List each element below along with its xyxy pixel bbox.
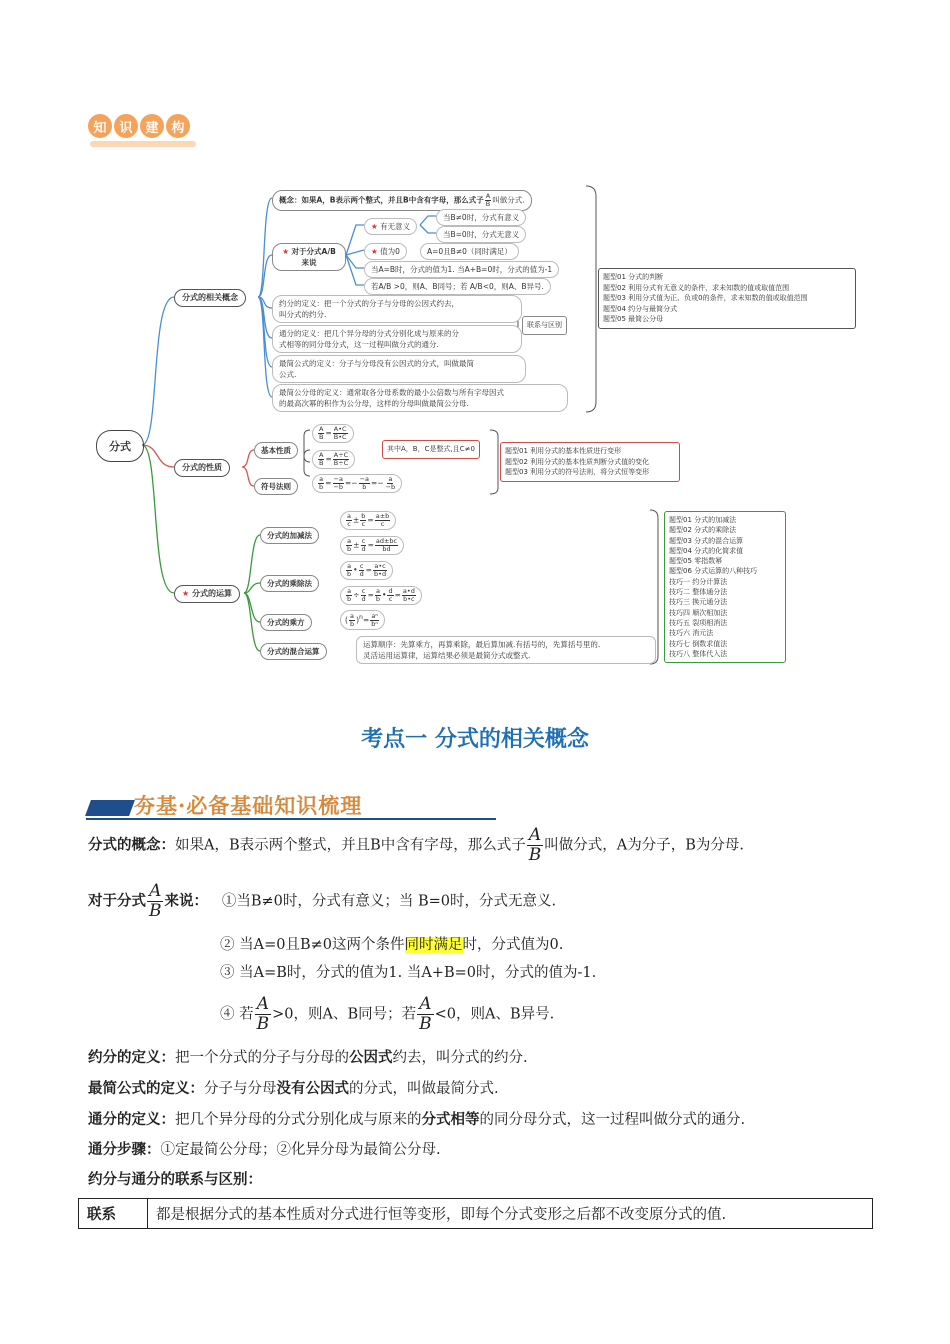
common-text-b: 分式相等 <box>421 1112 480 1128</box>
type-item: 题型04 约分与最简分式 <box>603 304 678 313</box>
table-value: 都是根据分式的基本性质对分式进行恒等变形，即每个分式变形之后都不改变原分式的值. <box>148 1199 873 1229</box>
sign-rule-node: 符号法则 <box>254 478 298 495</box>
common-line-1: 通分的定义：把几个异分母的分式分别化成与原来的分 <box>279 329 459 338</box>
concept-fraction <box>485 193 491 208</box>
concept-text: 概念：如果A，B表示两个整式，并且B中含有字母，那么式子 <box>279 195 484 205</box>
type-item: 题型02 利用分式的基本性质判断分式值的变化 <box>505 457 650 466</box>
fraction-a-over-b: $\frac{A}{B}$ <box>419 994 432 1034</box>
for-label-2: 来说： <box>164 893 208 910</box>
item-4-text-a: ④ 若 <box>220 1006 254 1023</box>
branch-operations-label: 分式的运算 <box>191 589 232 598</box>
type-item: 技巧六 消元法 <box>669 629 714 638</box>
reduce-paragraph <box>88 1048 528 1068</box>
type-item: 题型01 利用分式的基本性质进行变形 <box>505 447 622 455</box>
simplest-text-a: 分子与分母 <box>204 1081 277 1097</box>
b3-types-box <box>664 511 786 663</box>
for-fraction-node <box>272 243 346 271</box>
link-diff-box: 联系与区别 <box>522 316 567 335</box>
add-formula-1: $\frac{a}{c}$ ± $\frac{b}{c}$ = $\frac{a\pm b}{c}$ <box>340 511 396 530</box>
common-line-2: 式相等的同分母分式，这一过程叫做分式的通分. <box>279 340 439 349</box>
common-paragraph <box>88 1110 745 1130</box>
relation-label: 约分与通分的联系与区别： <box>88 1172 262 1188</box>
reduce-text-a: 把一个分式的分子与分母的 <box>175 1050 349 1066</box>
add-formula-2: $\frac{a}{b}$ ± $\frac{c}{d}$ = $\frac{ad\pm bc}{bd}$ <box>340 536 404 555</box>
for-fraction-paragraph <box>88 882 556 921</box>
branch-properties: 分式的性质 <box>174 459 230 477</box>
branch-operations <box>174 585 240 603</box>
badge-char: 识 <box>114 114 138 138</box>
meaningful-cond-1: 当B≠0时，分式有意义 <box>436 209 526 226</box>
branch-related-concepts: 分式的相关概念 <box>174 289 246 307</box>
add-node: 分式的加减法 <box>260 527 319 544</box>
relation-heading <box>88 1170 262 1190</box>
reduce-line-1: 约分的定义：把一个分式的分子与分母的公因式约去， <box>279 299 459 308</box>
steps-paragraph <box>88 1140 441 1160</box>
type-item: 题型03 分式的混合运算 <box>669 536 744 545</box>
relation-table <box>78 1198 873 1229</box>
item-4-text-b: >0，则A、B同号；若 <box>272 1006 417 1023</box>
mindmap-center: 分式 <box>96 430 144 462</box>
concept-paragraph <box>88 826 744 865</box>
type-item: 题型01 分式的加减法 <box>669 516 737 524</box>
type-item: 题型04 分式的化简求值 <box>669 546 744 555</box>
type-item: 技巧七 倒数求值法 <box>669 639 728 648</box>
type-item: 题型06 分式运算的八种技巧 <box>669 567 758 576</box>
mul-node: 分式的乘除法 <box>260 575 319 592</box>
note-box: 其中A，B，C是整式,且C≠0 <box>382 440 480 459</box>
page-title: 考点一 分式的相关概念 <box>361 727 589 752</box>
pow-node: 分式的乘方 <box>260 614 312 631</box>
value-one-node: 当A=B时，分式的值为1. 当A+B=0时，分式的值为-1 <box>364 261 559 278</box>
fraction-a-over-b: $\frac{A}{B}$ <box>149 881 162 921</box>
simplest-label: 最简公式的定义： <box>88 1081 204 1097</box>
item-2-text-b: 时，分式值为0. <box>462 937 564 953</box>
basic-property-node: 基本性质 <box>254 442 298 459</box>
table-row <box>79 1199 873 1229</box>
meaningful-node <box>364 218 417 235</box>
item-4 <box>220 995 554 1034</box>
reduce-text-c: 约去，叫分式的约分. <box>392 1050 528 1066</box>
frac-num: A <box>485 192 491 200</box>
section-title: 夯基·必备基础知识梳理 <box>134 793 363 818</box>
concept-text: 如果A，B表示两个整式，并且B中含有字母，那么式子 <box>175 837 526 854</box>
simplest-node <box>272 355 526 383</box>
for-label-1: 对于分式 <box>88 893 146 910</box>
section-underline <box>86 818 496 820</box>
star-icon: ★ <box>371 222 378 231</box>
mul-formula-2: $\frac{a}{b}$ ÷ $\frac{c}{d}$ = $\frac{a}{b}$ • $\frac{d}{c}$ = $\frac{a•d}{b•c}$ <box>340 586 422 605</box>
common-node <box>272 325 522 353</box>
badge-char: 构 <box>166 114 190 138</box>
item-1: ①当B≠0时，分式有意义；当 B=0时，分式无意义. <box>221 893 557 910</box>
type-item: 技巧五 裂项相消法 <box>669 618 728 627</box>
pow-formula: ( $\frac{a}{b}$ )$^n$= $\frac{\text{aⁿ}}{\text{bⁿ}}$ <box>340 610 385 630</box>
type-item: 题型01 分式的判断 <box>603 273 664 281</box>
type-item: 题型03 利用分式值为正、负或0的条件，求未知数的值或取值范围 <box>603 294 808 302</box>
for-label: 对于分式A/B来说 <box>291 247 336 267</box>
order-node <box>356 636 656 664</box>
type-item: 题型05 零指数幂 <box>669 557 723 566</box>
reduce-node <box>272 295 522 323</box>
frac-den: B <box>485 200 491 208</box>
lcd-node <box>272 384 568 412</box>
order-line-1: 运算顺序：先算乘方，再算乘除，最后算加减.有括号的，先算括号里的. <box>363 640 601 649</box>
basic-formula-2: $\frac{A}{B}$ = $\frac{A\div C}{B\div C}$ <box>312 450 355 469</box>
b1-types-box <box>598 268 856 329</box>
b2-types-box <box>500 442 680 482</box>
item-2-text-a: ② 当A=0且B≠0这两个条件 <box>220 937 405 953</box>
mix-node: 分式的混合运算 <box>260 643 327 660</box>
concept-tail: 叫做分式. <box>492 195 525 205</box>
lcd-line-1: 最简公分母的定义：通常取各分母系数的最小公倍数与所有字母因式 <box>279 388 504 397</box>
common-text-a: 把几个异分母的分式分别化成与原来的 <box>175 1112 422 1128</box>
basic-formula-1: $\frac{A}{B}$ = $\frac{A•C}{B•C}$ <box>312 424 354 443</box>
table-key: 联系 <box>79 1199 148 1229</box>
fraction-a-over-b: $\frac{A}{B}$ <box>528 825 542 865</box>
type-item: 题型02 分式的乘除法 <box>669 526 737 535</box>
highlight-simultaneous: 同时满足 <box>404 937 463 953</box>
simplest-text-b: 没有公因式 <box>276 1081 349 1097</box>
type-item: 技巧八 整体代入法 <box>669 649 728 658</box>
simplest-paragraph <box>88 1079 499 1099</box>
simplest-text-c: 的分式，叫做最简分式. <box>349 1081 499 1097</box>
badge-char: 知 <box>88 114 112 138</box>
reduce-label: 约分的定义： <box>88 1050 175 1066</box>
steps-text: ①定最简公分母；②化异分母为最简公分母. <box>160 1142 441 1158</box>
type-item: 题型03 利用分式的符号法则，将分式恒等变形 <box>505 468 650 476</box>
zero-node <box>364 243 407 260</box>
star-icon: ★ <box>182 589 190 598</box>
sign-rule-formula: $\frac{a}{b}$ = $\frac{-a}{-b}$ =− $\frac{-a}{b}$ =− $\frac{a}{-b}$ <box>312 474 402 493</box>
fraction-a-over-b: $\frac{A}{B}$ <box>256 994 270 1034</box>
type-item: 技巧一 约分计算法 <box>669 577 728 586</box>
star-icon: ★ <box>371 247 378 256</box>
section-bar <box>85 800 135 816</box>
item-2 <box>220 935 563 955</box>
reduce-text-b: 公因式 <box>349 1050 393 1066</box>
simplest-line-2: 公式. <box>279 370 297 379</box>
badge-char: 建 <box>140 114 164 138</box>
common-text-c: 的同分母分式，这一过程叫做分式的通分. <box>479 1112 746 1128</box>
simplest-line-1: 最简公式的定义：分子与分母没有公因式的分式，叫做最简 <box>279 359 474 368</box>
item-3: ③ 当A=B时，分式的值为1. 当A+B=0时，分式的值为-1. <box>220 965 597 981</box>
type-item: 题型02 利用分式有无意义的条件，求未知数的值或取值范围 <box>603 283 790 292</box>
order-line-2: 灵活运用运算律，运算结果必须是最简分式或整式. <box>363 651 531 660</box>
concept-node <box>272 190 532 211</box>
type-item: 技巧二 整体通分法 <box>669 588 728 597</box>
type-item: 题型05 最简公分母 <box>603 315 664 323</box>
zero-label: 值为0 <box>380 247 400 256</box>
steps-label: 通分步骤： <box>88 1142 161 1158</box>
concept-label: 分式的概念： <box>88 837 175 854</box>
reduce-line-2: 叫分式的约分. <box>279 310 327 319</box>
meaningful-cond-2: 当B=0时，分式无意义 <box>436 226 526 243</box>
meaningful-label: 有无意义 <box>380 222 411 231</box>
type-item: 技巧四 顺次相加法 <box>669 608 728 617</box>
zero-cond: A=0且B≠0（同时满足） <box>420 243 519 260</box>
type-item: 技巧三 换元通分法 <box>669 598 728 607</box>
common-label: 通分的定义： <box>88 1112 175 1128</box>
item-4-text-c: <0，则A、B异号. <box>434 1006 555 1023</box>
sign-node: 若A/B >0，则A、B同号；若 A/B<0，则A、B异号. <box>364 278 551 295</box>
mul-formula-1: $\frac{a}{b}$ • $\frac{c}{d}$ = $\frac{a•c}{b•d}$ <box>340 561 393 580</box>
star-icon: ★ <box>282 247 289 256</box>
lcd-line-2: 的最高次幂的积作为公分母，这样的分母叫做最简公分母. <box>279 399 469 408</box>
concept-tail: 叫做分式，A为分子，B为分母. <box>544 837 745 854</box>
